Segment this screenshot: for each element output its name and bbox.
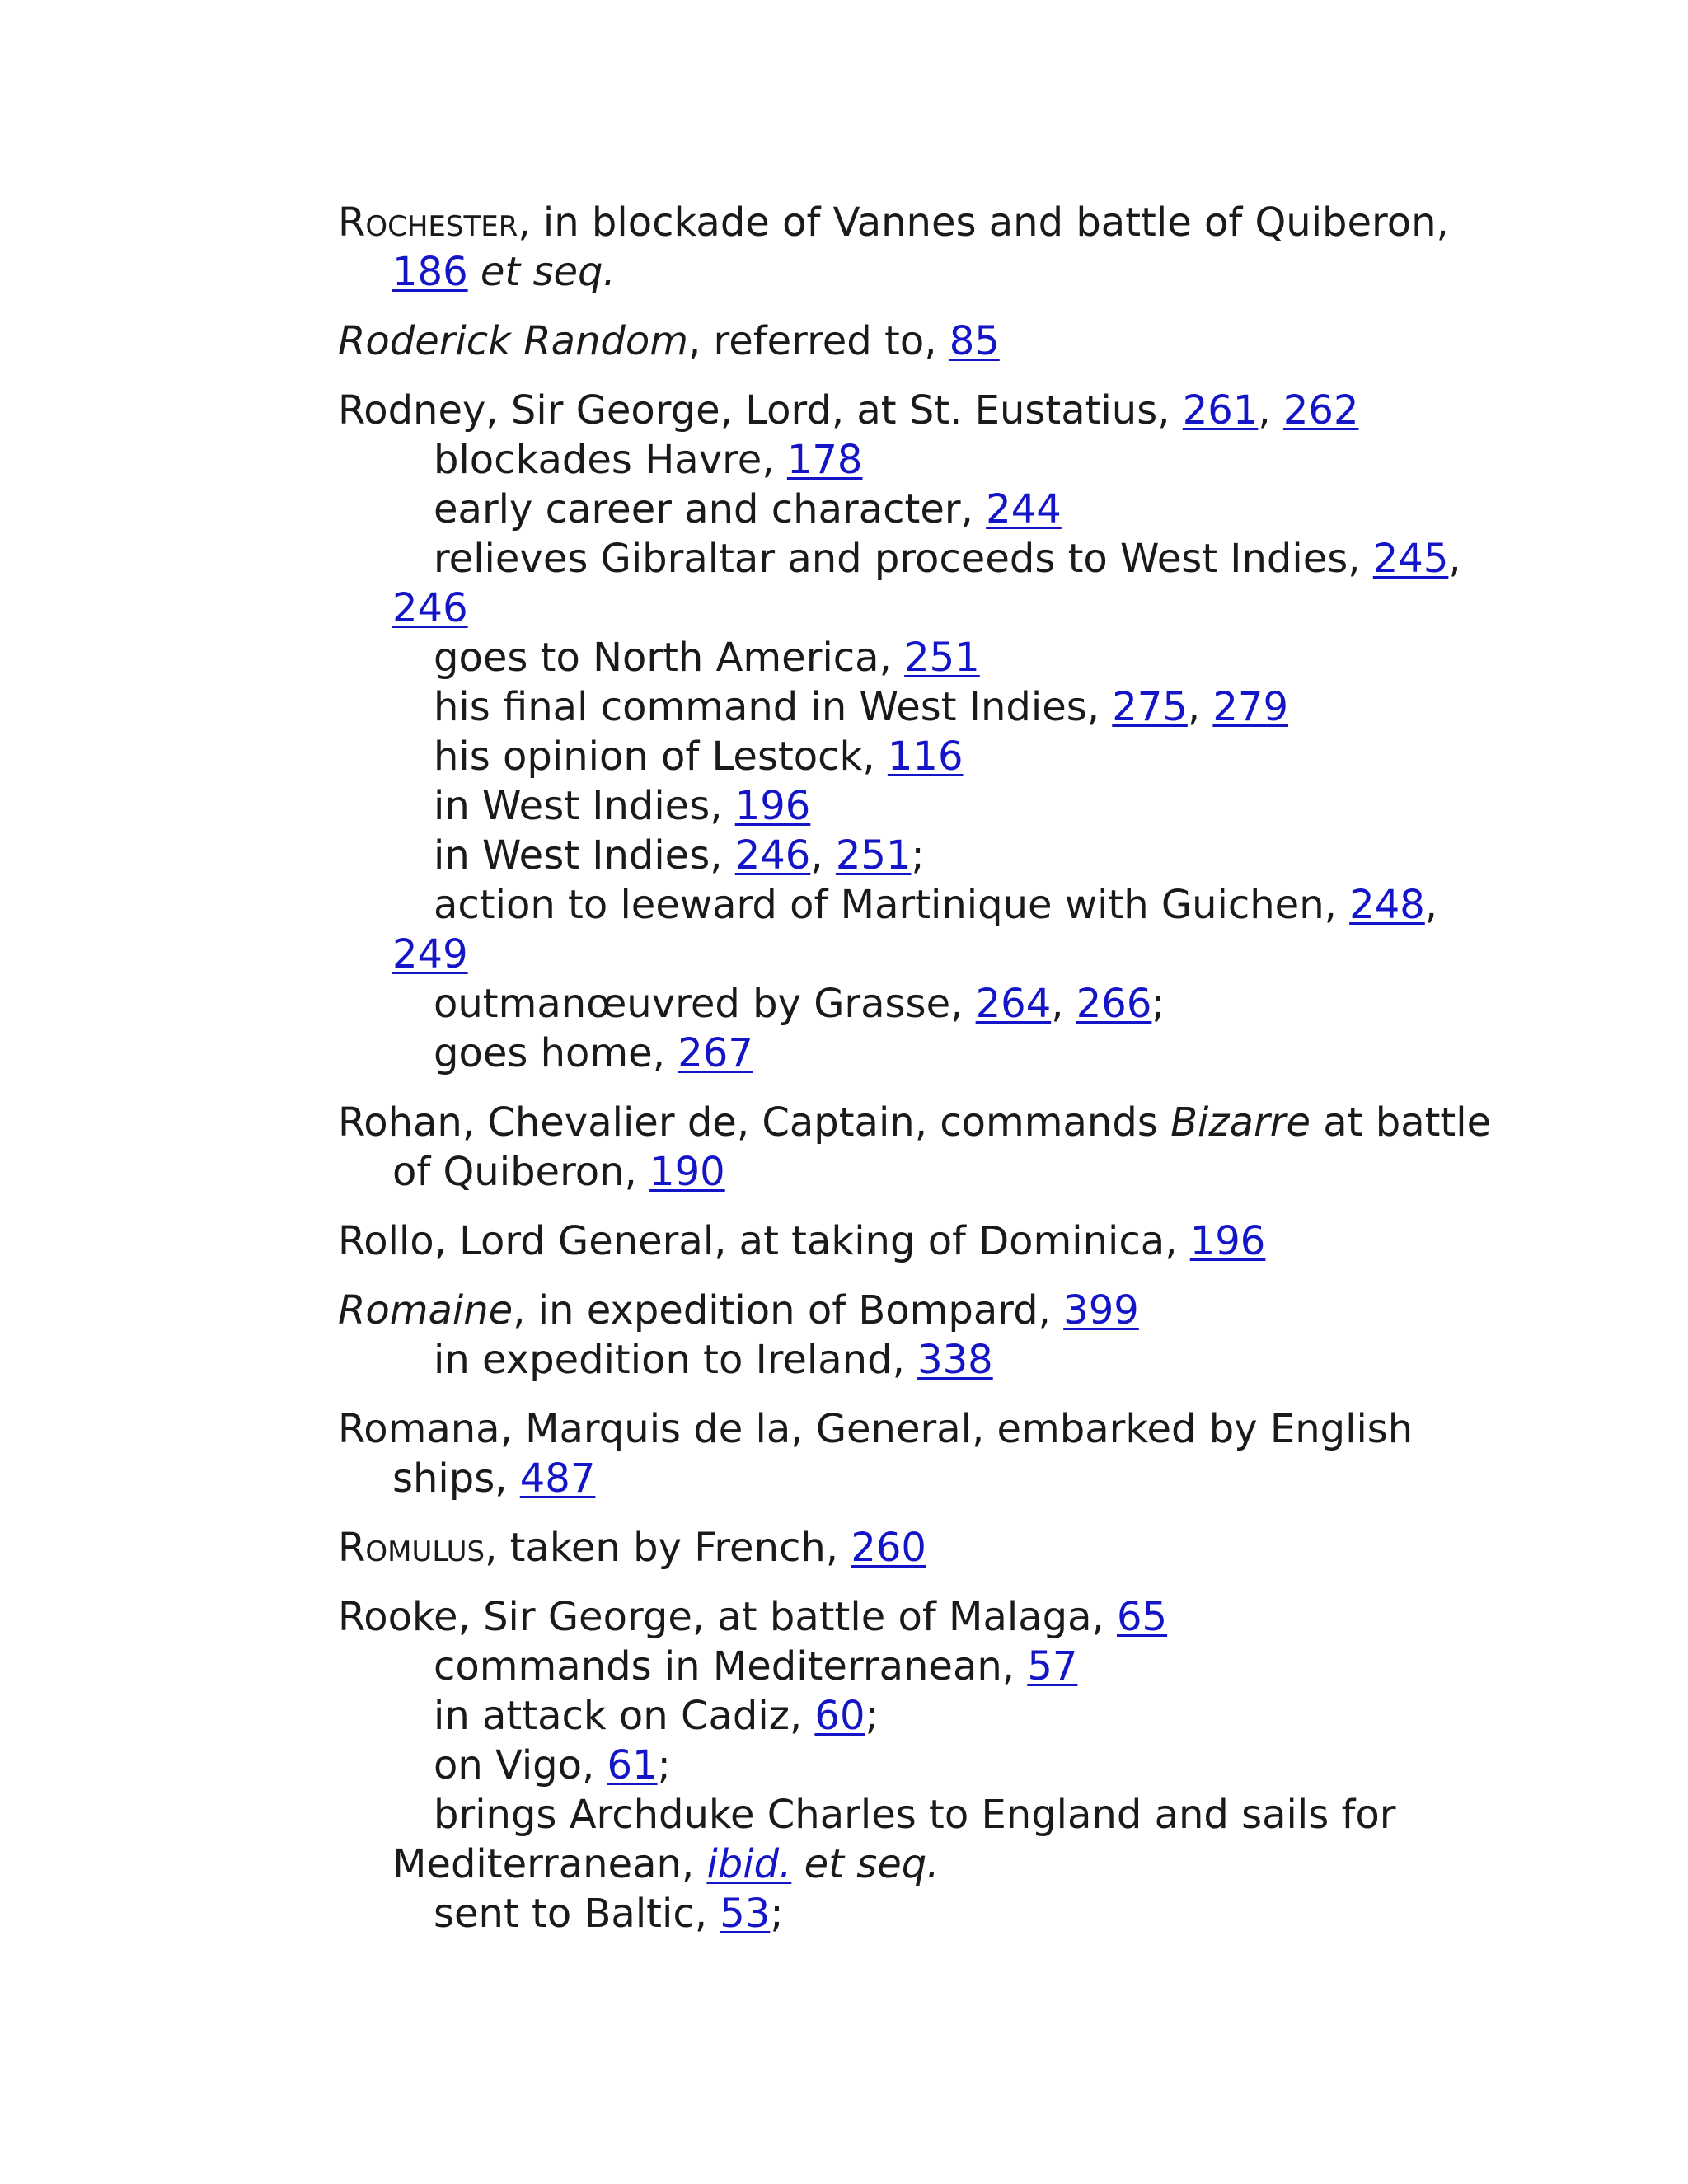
page-ref-link[interactable]: 60 xyxy=(814,1693,865,1739)
entry-text: early career and character, xyxy=(434,486,987,532)
page-ref-link[interactable]: 267 xyxy=(678,1030,753,1076)
entry-heading-line xyxy=(338,386,1409,435)
sub-entry-line xyxy=(338,1741,1409,1790)
entry-text xyxy=(791,1841,804,1887)
page-ref-link[interactable]: 61 xyxy=(607,1742,658,1788)
sub-entry-line xyxy=(338,1642,1409,1691)
entry-text: at battle xyxy=(1310,1099,1492,1146)
entry-text: , xyxy=(810,832,836,879)
entry-text: sent to Baltic, xyxy=(434,1891,720,1937)
page-ref-link[interactable]: 251 xyxy=(835,832,912,879)
page-ref-link[interactable]: 245 xyxy=(1372,536,1449,582)
entry-text: commands in Mediterranean, xyxy=(434,1643,1028,1690)
index-entry-rodney xyxy=(338,386,1461,1078)
entry-text: of Quiberon, xyxy=(392,1149,650,1195)
page-ref-link[interactable]: 266 xyxy=(1076,981,1152,1027)
page-ref-link[interactable]: 53 xyxy=(720,1891,771,1937)
entry-text: , xyxy=(1187,684,1213,730)
continuation-line xyxy=(338,1454,1409,1503)
entry-text: in expedition to Ireland, xyxy=(434,1337,918,1383)
index-entry-romana xyxy=(338,1404,1414,1503)
index-entry-rollo xyxy=(338,1216,1409,1266)
sub-entry-line xyxy=(338,435,1409,485)
entry-text: ; xyxy=(770,1891,784,1937)
entry-text: ; xyxy=(1151,981,1165,1027)
sub-entry-line xyxy=(338,534,1461,583)
continuation-line xyxy=(338,1840,1409,1889)
page-ref-link[interactable]: 196 xyxy=(1189,1218,1266,1264)
entry-text: relieves Gibraltar and proceeds to West Indies, xyxy=(434,536,1373,582)
entry-text: action to leeward of Martinique with Guichen, xyxy=(434,882,1350,928)
entry-heading-line xyxy=(338,1286,1409,1335)
page-ref-link[interactable]: 260 xyxy=(851,1525,926,1571)
page-ref-link[interactable]: 248 xyxy=(1349,882,1425,928)
ship-name: Rochester xyxy=(338,199,518,246)
index-entry-romaine xyxy=(338,1286,1409,1385)
entry-heading-line xyxy=(338,1098,1492,1147)
index-entry-roderick-random xyxy=(338,316,1409,366)
page-ref-link[interactable]: 487 xyxy=(519,1455,596,1502)
sub-entry-line xyxy=(338,1335,1409,1385)
entry-text: brings Archduke Charles to England and sails for xyxy=(434,1792,1396,1838)
sub-entry-line xyxy=(338,1790,1409,1840)
entry-text: Rodney, Sir George, Lord, at St. Eustatius, xyxy=(338,387,1183,434)
index-entry-rochester xyxy=(338,198,1449,297)
entry-text: in West Indies, xyxy=(434,783,735,829)
entry-heading-line xyxy=(338,1404,1414,1454)
page-ref-link[interactable]: ibid. xyxy=(706,1841,792,1887)
page-ref-link[interactable]: 279 xyxy=(1212,684,1289,730)
continuation-line xyxy=(338,930,1409,979)
page-ref-link[interactable]: 57 xyxy=(1027,1643,1078,1690)
sub-entry-line xyxy=(338,485,1409,534)
entry-text: , in blockade of Vannes and battle of Quiberon, xyxy=(518,199,1449,246)
sub-entry-line xyxy=(338,1029,1409,1078)
entry-text: blockades Havre, xyxy=(434,437,787,483)
index-entry-rooke xyxy=(338,1592,1409,1938)
entry-text: , referred to, xyxy=(688,318,950,364)
index-entry-romulus xyxy=(338,1523,1409,1572)
page-ref-link[interactable]: 65 xyxy=(1117,1594,1168,1640)
entry-text: Rohan, Chevalier de, Captain, commands xyxy=(338,1099,1171,1146)
ship-name: Romulus xyxy=(338,1525,485,1571)
entry-text: Mediterranean, xyxy=(392,1841,707,1887)
continuation-line xyxy=(338,247,1409,297)
page-ref-link[interactable]: 244 xyxy=(986,486,1062,532)
entry-heading-line xyxy=(338,1592,1409,1642)
italic-text: Roderick Random xyxy=(338,318,689,364)
page-ref-link[interactable]: 186 xyxy=(392,249,468,295)
entry-text: ships, xyxy=(392,1455,520,1502)
entry-text: ; xyxy=(657,1742,671,1788)
continuation-line xyxy=(338,1147,1409,1197)
page-ref-link[interactable]: 275 xyxy=(1112,684,1188,730)
page-ref-link[interactable]: 178 xyxy=(786,437,863,483)
index-page xyxy=(338,198,1492,1958)
sub-entry-line xyxy=(338,682,1409,732)
sub-entry-line xyxy=(338,633,1409,682)
page-ref-link[interactable]: 399 xyxy=(1063,1287,1139,1333)
entry-heading-line xyxy=(338,1523,1409,1572)
entry-text: goes to North America, xyxy=(434,635,905,681)
page-ref-link[interactable]: 262 xyxy=(1282,387,1359,434)
entry-text: Rooke, Sir George, at battle of Malaga, xyxy=(338,1594,1117,1640)
italic-text: et seq. xyxy=(804,1841,940,1887)
page-ref-link[interactable]: 246 xyxy=(734,832,811,879)
sub-entry-line xyxy=(338,880,1438,930)
page-ref-link[interactable]: 196 xyxy=(734,783,811,829)
italic-text: Bizarre xyxy=(1170,1099,1311,1146)
entry-text: goes home, xyxy=(434,1030,678,1076)
page-ref-link[interactable]: 116 xyxy=(887,733,964,780)
sub-entry-line xyxy=(338,979,1409,1029)
page-ref-link[interactable]: 190 xyxy=(649,1149,725,1195)
entry-heading-line xyxy=(338,316,1409,366)
page-ref-link[interactable]: 85 xyxy=(949,318,1000,364)
entry-text: in West Indies, xyxy=(434,832,735,879)
entry-text: , xyxy=(1424,882,1438,928)
entry-text: on Vigo, xyxy=(434,1742,607,1788)
entry-text: , taken by French, xyxy=(485,1525,851,1571)
index-entry-rohan xyxy=(338,1098,1492,1197)
page-ref-link[interactable]: 246 xyxy=(392,585,468,631)
sub-entry-line xyxy=(338,781,1409,831)
page-ref-link[interactable]: 251 xyxy=(904,635,980,681)
sub-entry-line xyxy=(338,831,1409,880)
sub-entry-line xyxy=(338,1889,1409,1938)
entry-text: ; xyxy=(911,832,925,879)
sub-entry-line xyxy=(338,732,1409,781)
entry-text xyxy=(468,249,481,295)
italic-text: et seq. xyxy=(480,249,616,295)
continuation-line xyxy=(338,583,1409,633)
entry-text: ; xyxy=(865,1693,879,1739)
entry-text: his opinion of Lestock, xyxy=(434,733,888,780)
entry-text: outmanœuvred by Grasse, xyxy=(434,981,976,1027)
entry-text: Rollo, Lord General, at taking of Dominica, xyxy=(338,1218,1190,1264)
entry-heading-line xyxy=(338,1216,1409,1266)
italic-text: Romaine xyxy=(338,1287,513,1333)
page-ref-link[interactable]: 249 xyxy=(392,931,468,977)
entry-text: , xyxy=(1448,536,1461,582)
page-ref-link[interactable]: 261 xyxy=(1182,387,1259,434)
page-ref-link[interactable]: 264 xyxy=(975,981,1052,1027)
entry-text: , xyxy=(1051,981,1076,1027)
sub-entry-line xyxy=(338,1691,1409,1741)
entry-text: Romana, Marquis de la, General, embarked by English xyxy=(338,1406,1414,1452)
entry-text: in attack on Cadiz, xyxy=(434,1693,815,1739)
entry-text: , in expedition of Bompard, xyxy=(513,1287,1064,1333)
page-ref-link[interactable]: 338 xyxy=(917,1337,993,1383)
entry-text: his final command in West Indies, xyxy=(434,684,1113,730)
entry-text: , xyxy=(1258,387,1283,434)
entry-heading-line xyxy=(338,198,1449,247)
